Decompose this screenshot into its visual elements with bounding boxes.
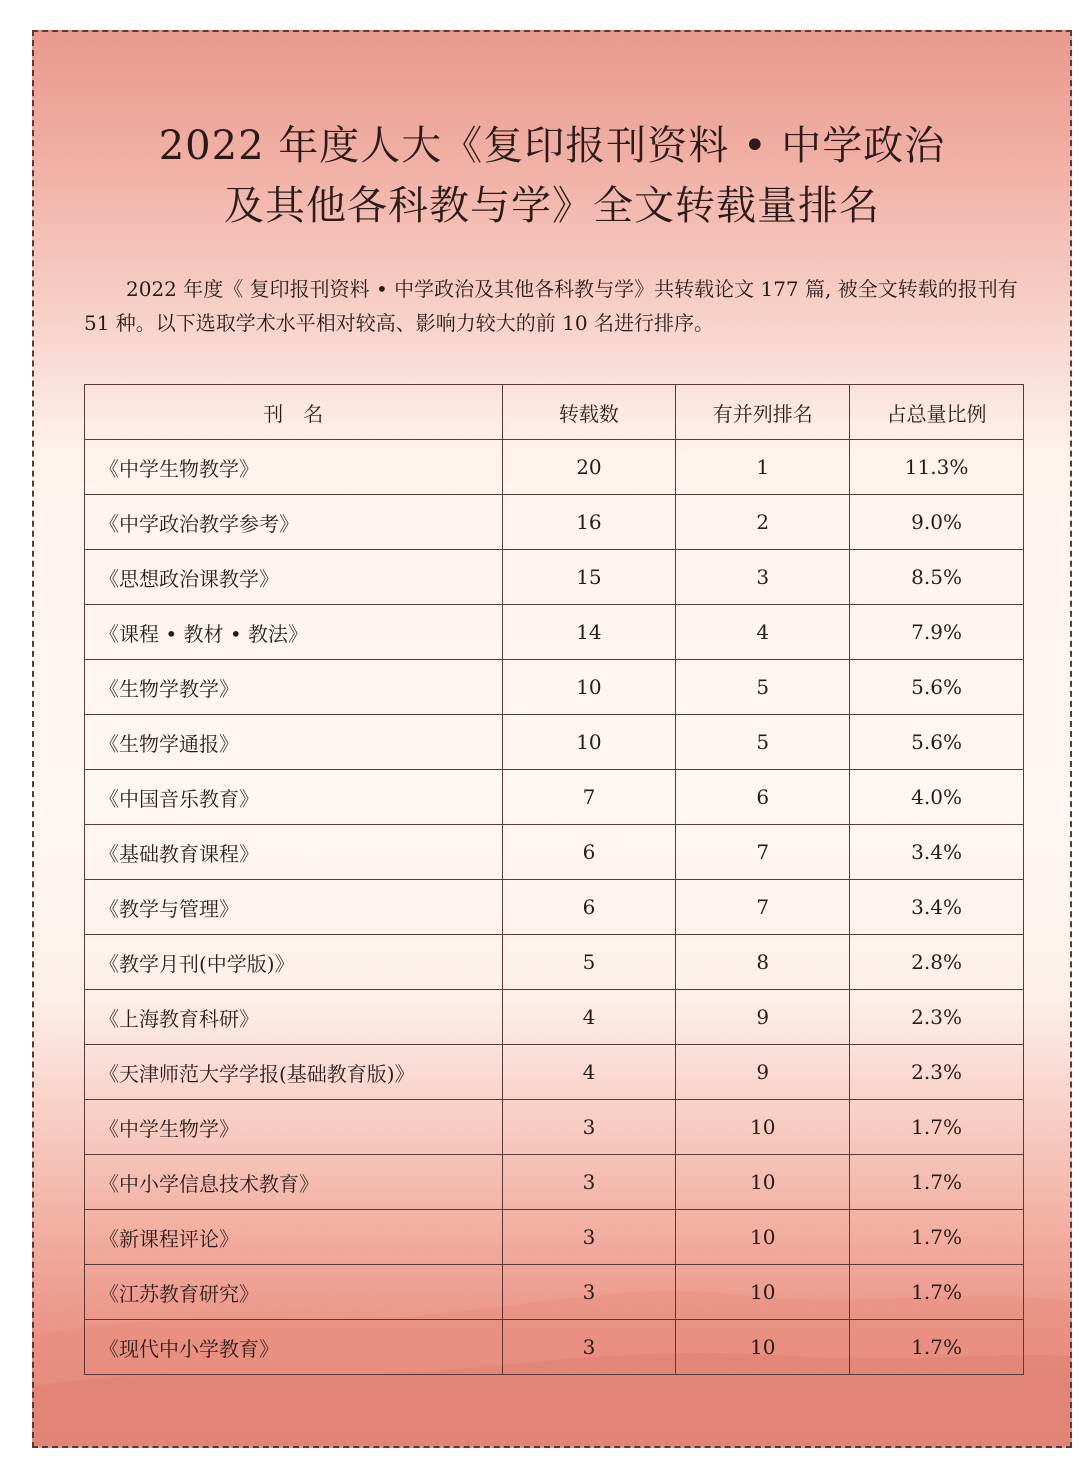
journal-name: 《中学政治教学参考》 xyxy=(85,495,503,550)
share: 3.4% xyxy=(850,825,1024,880)
table-row xyxy=(85,550,1024,605)
rank: 5 xyxy=(676,660,850,715)
journal-name: 《课程 • 教材 • 教法》 xyxy=(85,605,503,660)
table-row xyxy=(85,770,1024,825)
table-row xyxy=(85,605,1024,660)
reprint-count: 10 xyxy=(502,660,676,715)
journal-name: 《上海教育科研》 xyxy=(85,990,503,1045)
share: 7.9% xyxy=(850,605,1024,660)
share: 5.6% xyxy=(850,715,1024,770)
journal-name: 《江苏教育研究》 xyxy=(85,1265,503,1320)
page-frame xyxy=(32,30,1072,1448)
rank: 10 xyxy=(676,1210,850,1265)
share: 5.6% xyxy=(850,660,1024,715)
table-row xyxy=(85,1045,1024,1100)
reprint-count: 3 xyxy=(502,1155,676,1210)
table-row xyxy=(85,825,1024,880)
table-row xyxy=(85,1320,1024,1375)
journal-name: 《基础教育课程》 xyxy=(85,825,503,880)
reprint-count: 16 xyxy=(502,495,676,550)
journal-name: 《中小学信息技术教育》 xyxy=(85,1155,503,1210)
reprint-count: 10 xyxy=(502,715,676,770)
reprint-count: 3 xyxy=(502,1100,676,1155)
reprint-count: 6 xyxy=(502,880,676,935)
reprint-count: 3 xyxy=(502,1320,676,1375)
reprint-count: 20 xyxy=(502,440,676,495)
share: 1.7% xyxy=(850,1320,1024,1375)
header-journal-name: 刊 名 xyxy=(85,385,503,440)
share: 8.5% xyxy=(850,550,1024,605)
share: 2.8% xyxy=(850,935,1024,990)
rank: 9 xyxy=(676,1045,850,1100)
reprint-count: 14 xyxy=(502,605,676,660)
table-row xyxy=(85,660,1024,715)
journal-name: 《生物学通报》 xyxy=(85,715,503,770)
journal-name: 《中学生物学》 xyxy=(85,1100,503,1155)
reprint-count: 15 xyxy=(502,550,676,605)
rank: 10 xyxy=(676,1320,850,1375)
reprint-count: 5 xyxy=(502,935,676,990)
table-row xyxy=(85,495,1024,550)
table-row xyxy=(85,440,1024,495)
share: 2.3% xyxy=(850,990,1024,1045)
rank: 10 xyxy=(676,1265,850,1320)
reprint-count: 3 xyxy=(502,1265,676,1320)
journal-name: 《新课程评论》 xyxy=(85,1210,503,1265)
table-row xyxy=(85,1100,1024,1155)
journal-name: 《天津师范大学学报(基础教育版)》 xyxy=(85,1045,503,1100)
share: 1.7% xyxy=(850,1210,1024,1265)
rank: 4 xyxy=(676,605,850,660)
share: 4.0% xyxy=(850,770,1024,825)
rank: 7 xyxy=(676,825,850,880)
header-reprint-count: 转载数 xyxy=(502,385,676,440)
share: 3.4% xyxy=(850,880,1024,935)
reprint-count: 4 xyxy=(502,1045,676,1100)
table-row xyxy=(85,935,1024,990)
journal-name: 《生物学教学》 xyxy=(85,660,503,715)
rank: 3 xyxy=(676,550,850,605)
journal-name: 《中国音乐教育》 xyxy=(85,770,503,825)
title-line-1: 2022 年度人大《复印报刊资料 • 中学政治 xyxy=(158,123,946,169)
rank: 9 xyxy=(676,990,850,1045)
table-row xyxy=(85,1210,1024,1265)
rank: 10 xyxy=(676,1155,850,1210)
reprint-count: 7 xyxy=(502,770,676,825)
rank: 10 xyxy=(676,1100,850,1155)
journal-name: 《教学与管理》 xyxy=(85,880,503,935)
share: 1.7% xyxy=(850,1265,1024,1320)
share: 1.7% xyxy=(850,1100,1024,1155)
share: 9.0% xyxy=(850,495,1024,550)
ranking-table xyxy=(84,384,1024,1375)
table-header-row xyxy=(85,385,1024,440)
table-row xyxy=(85,715,1024,770)
reprint-count: 4 xyxy=(502,990,676,1045)
rank: 5 xyxy=(676,715,850,770)
table-row xyxy=(85,880,1024,935)
journal-name: 《教学月刊(中学版)》 xyxy=(85,935,503,990)
rank: 1 xyxy=(676,440,850,495)
rank: 2 xyxy=(676,495,850,550)
share: 2.3% xyxy=(850,1045,1024,1100)
header-share: 占总量比例 xyxy=(850,385,1024,440)
journal-name: 《思想政治课教学》 xyxy=(85,550,503,605)
journal-name: 《现代中小学教育》 xyxy=(85,1320,503,1375)
table-row xyxy=(85,990,1024,1045)
reprint-count: 6 xyxy=(502,825,676,880)
table-row xyxy=(85,1265,1024,1320)
rank: 6 xyxy=(676,770,850,825)
journal-name: 《中学生物教学》 xyxy=(85,440,503,495)
intro-paragraph: 2022 年度《 复印报刊资料 • 中学政治及其他各科教与学》共转载论文 177 篇, 被全文转载的报刊有 51 种。以下选取学术水平相对较高、影响力较大的前 10 名进行排序。 xyxy=(84,277,1018,335)
title-line-2: 及其他各科教与学》全文转载量排名 xyxy=(224,183,880,229)
rank: 7 xyxy=(676,880,850,935)
rank: 8 xyxy=(676,935,850,990)
reprint-count: 3 xyxy=(502,1210,676,1265)
share: 1.7% xyxy=(850,1155,1024,1210)
header-rank: 有并列排名 xyxy=(676,385,850,440)
table-row xyxy=(85,1155,1024,1210)
share: 11.3% xyxy=(850,440,1024,495)
